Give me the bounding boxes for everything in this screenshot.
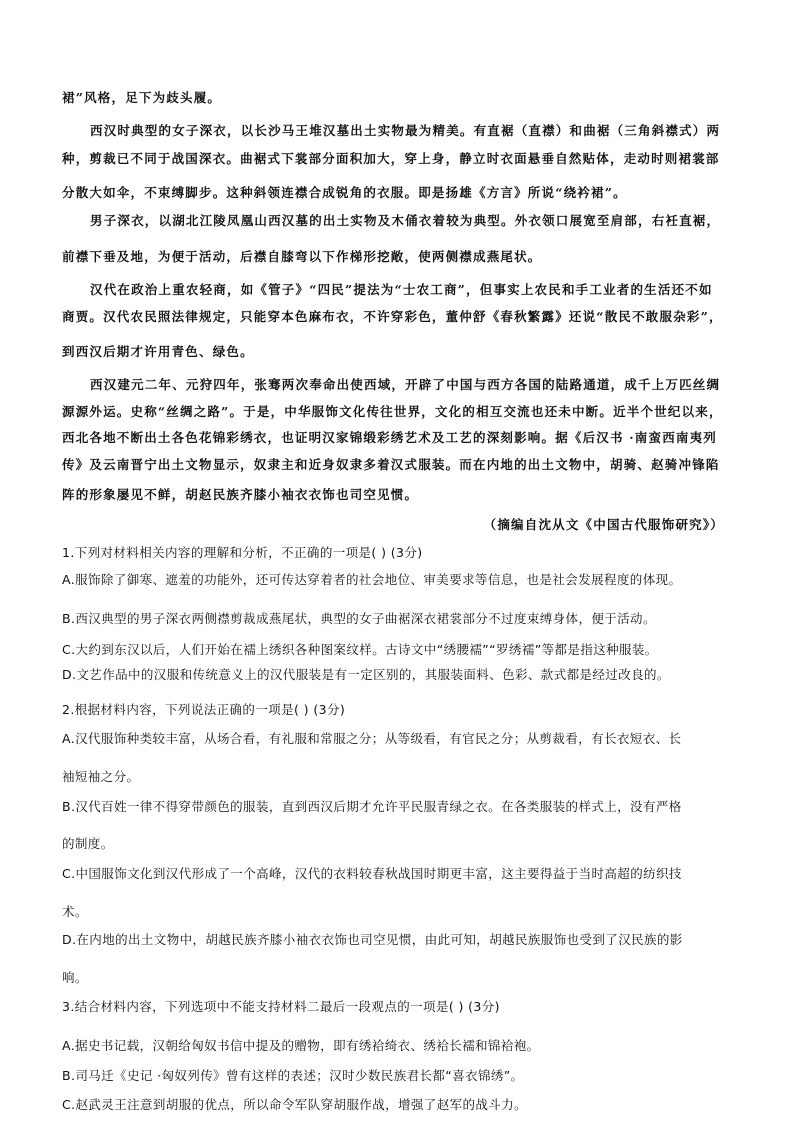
question-option-continued: 术。 [62, 904, 88, 919]
question-option: C.大约到东汉以后，人们开始在襦上绣织各种图案纹样。古诗文中“绣腰襦”“罗绣襦”等都是指这种服装。 [62, 642, 658, 657]
question-option: B.西汉典型的男子深衣两侧襟剪裁成燕尾状，典型的女子曲裾深衣裙裳部分不过度束缚身体，便于活动。 [62, 611, 656, 626]
material-line: 分散大如伞，不束缚脚步。这种斜领连襟合成锐角的衣服。即是扬雄《方言》所说“绕衿裙”。 [62, 185, 627, 200]
question-option: A.汉代服饰种类较丰富，从场合看，有礼服和常服之分；从等级看，有官民之分；从剪裁看，有长衣短衣、长 [62, 731, 682, 746]
material-line: 裙”风格，足下为歧头履。 [62, 90, 222, 105]
material-line: 男子深衣，以湖北江陵凤凰山西汉墓的出土实物及木俑衣着较为典型。外衣领口展宽至肩部，右衽直裾， [90, 213, 721, 228]
question-option-continued: 袖短袖之分。 [62, 769, 140, 784]
question-option: D.文艺作品中的汉服和传统意义上的汉代服装是有一定区别的，其服装面料、色彩、款式都是经过改良的。 [62, 667, 670, 682]
question-option: B.司马迁《史记 ·匈奴列传》曾有这样的表述；汉时少数民族君长都“喜衣锦绣”。 [62, 1068, 524, 1083]
material-line: 汉代在政治上重农轻商，如《管子》“四民”提法为“士农工商”，但事实上农民和手工业者的生活还不如 [90, 282, 713, 297]
material-line: 西汉时典型的女子深衣，以长沙马王堆汉墓出土实物最为精美。有直裾（直襟）和曲裾（三角斜襟式）两 [90, 123, 721, 138]
material-line: 阵的形象屡见不鲜，胡赵民族齐膝小袖衣衣饰也司空见惯。 [62, 487, 419, 502]
material-line: 到西汉后期才许用青色、绿色。 [62, 344, 254, 359]
material-line: 西汉建元二年、元狩四年，张骞两次奉命出使西域，开辟了中国与西方各国的陆路通道，成千上万匹丝绸 [90, 377, 721, 392]
source-citation: （摘编自沈从文《中国古代服饰研究》） [483, 517, 724, 532]
question-option: B.汉代百姓一律不得穿带颜色的服装，直到西汉后期才允许平民服青绿之衣。在各类服装的样式上，没有严格 [62, 799, 682, 814]
question-option-continued: 响。 [62, 970, 88, 985]
material-line: 种，剪裁已不同于战国深衣。曲裾式下裳部分面积加大，穿上身，静立时衣面悬垂自然贴体，走动时则裙裳部 [62, 151, 720, 166]
material-line: 西北各地不断出土各色花锦彩绣衣，也证明汉家锦缎彩绣艺术及工艺的深刻影响。据《后汉书 ·南蛮西南夷列 [62, 430, 718, 445]
material-line: 传》及云南晋宁出土文物显示，奴隶主和近身奴隶多着汉式服装。而在内地的出土文物中，胡骑、赵骑冲锋陷 [62, 457, 720, 472]
question-stem: 2.根据材料内容，下列说法正确的一项是( ) (3分) [62, 702, 346, 717]
question-option: C.中国服饰文化到汉代形成了一个高峰，汉代的衣料较春秋战国时期更丰富，这主要得益于当时高超的纺织技 [62, 866, 682, 881]
question-option: D.在内地的出土文物中，胡越民族齐膝小袖衣衣饰也司空见惯，由此可知，胡越民族服饰也受到了汉民族的影 [62, 932, 683, 947]
question-option: A.据史书记载，汉朝给匈奴书信中提及的赠物，即有绣袷绮衣、绣袷长襦和锦袷袍。 [62, 1038, 540, 1053]
question-option: A.服饰除了御寒、遮羞的功能外，还可传达穿着者的社会地位、审美要求等信息，也是社会发展程度的体现。 [62, 572, 682, 587]
question-option: C.赵武灵王注意到胡服的优点，所以命令军队穿胡服作战，增强了赵军的战斗力。 [62, 1097, 528, 1112]
question-stem: 1.下列对材料相关内容的理解和分析，不正确的一项是( ) (3分) [62, 545, 423, 560]
question-stem: 3.结合材料内容，下列选项中不能支持材料二最后一段观点的一项是( ) (3分) [62, 999, 500, 1014]
question-option-continued: 的制度。 [62, 836, 114, 851]
material-line: 前襟下垂及地，为便于活动，后襟自膝弯以下作梯形挖敞，使两侧襟成燕尾状。 [62, 249, 542, 264]
material-line: 商贾。汉代农民照法律规定，只能穿本色麻布衣，不许穿彩色，董仲舒《春秋繁露》还说“散民不敢服杂彩”， [62, 309, 723, 324]
material-line: 源源外运。史称“丝绸之路”。于是，中华服饰文化传往世界，文化的相互交流也还未中断。近半个世纪以来， [62, 404, 723, 419]
